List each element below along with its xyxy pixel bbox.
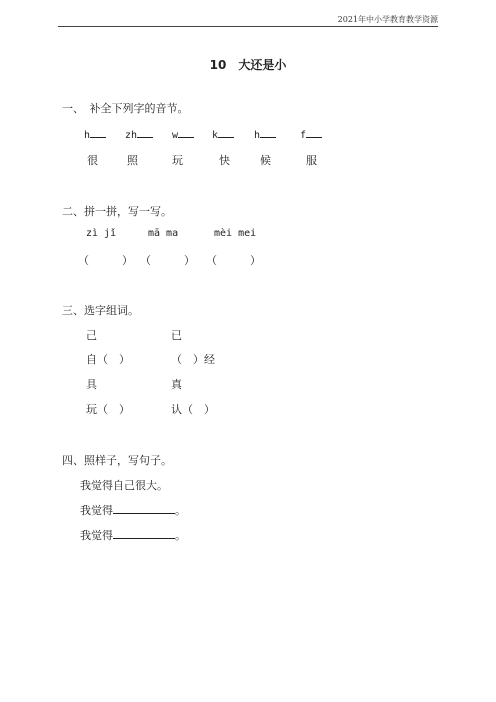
answer-bracket[interactable]: （ ） [140, 254, 195, 267]
syllable-item [172, 128, 194, 141]
sentence-suffix: 。 [175, 504, 186, 517]
character: 照 [127, 154, 138, 167]
syllable-initial: w [172, 130, 179, 141]
syllable-item [125, 128, 153, 141]
answer-blank[interactable] [137, 128, 153, 138]
word-fill[interactable]: 玩（ ） [86, 403, 130, 416]
choice-char: 已 [171, 329, 182, 342]
answer-blank[interactable] [218, 128, 234, 138]
choice-char: 真 [171, 378, 182, 391]
section-4-heading: 四、照样子，写句子。 [62, 454, 172, 467]
answer-bracket[interactable]: （ ） [206, 254, 261, 267]
syllable-initial: k [212, 130, 219, 141]
answer-blank[interactable] [178, 128, 194, 138]
answer-bracket[interactable]: （ ） [78, 254, 133, 267]
pinyin-word: zì jǐ [86, 228, 117, 239]
syllable-item [84, 128, 106, 141]
answer-blank[interactable] [260, 128, 276, 138]
character: 快 [219, 154, 230, 167]
syllable-initial: zh [125, 130, 138, 141]
sentence-blank[interactable] [113, 503, 175, 514]
choice-char: 己 [86, 329, 97, 342]
choice-char: 具 [86, 378, 97, 391]
sentence-line [80, 527, 186, 543]
syllable-item [212, 128, 234, 141]
syllable-item [300, 128, 322, 141]
word-fill[interactable]: 自（ ） [86, 353, 130, 366]
character: 玩 [172, 154, 183, 167]
syllable-initial: h [84, 130, 91, 141]
pinyin-word: mā ma [148, 228, 179, 239]
sentence-blank[interactable] [113, 528, 175, 539]
syllable-initial: h [254, 130, 261, 141]
sentence-prefix: 我觉得 [80, 504, 113, 517]
section-3-heading: 三、选字组词。 [62, 304, 139, 317]
sentence-line [80, 502, 186, 518]
word-fill[interactable]: 认（ ） [171, 403, 215, 416]
header-divider [58, 26, 438, 27]
sentence-prefix: 我觉得 [80, 529, 113, 542]
sentence-suffix: 。 [175, 529, 186, 542]
character: 很 [87, 154, 98, 167]
page-title: 10 大还是小 [209, 58, 287, 72]
answer-blank[interactable] [90, 128, 106, 138]
section-1-heading: 一、 补全下列字的音节。 [62, 102, 189, 115]
header-source: 2021年中小学教育教学资源 [337, 15, 438, 24]
pinyin-word: mèi mei [214, 228, 257, 239]
syllable-initial: f [300, 130, 307, 141]
section-2-heading: 二、拼一拼，写一写。 [62, 205, 172, 218]
word-fill[interactable]: （ ）经 [171, 353, 215, 366]
character: 服 [306, 154, 317, 167]
character: 候 [260, 154, 271, 167]
syllable-item [254, 128, 276, 141]
example-sentence: 我觉得自己很大。 [80, 479, 168, 492]
answer-blank[interactable] [306, 128, 322, 138]
